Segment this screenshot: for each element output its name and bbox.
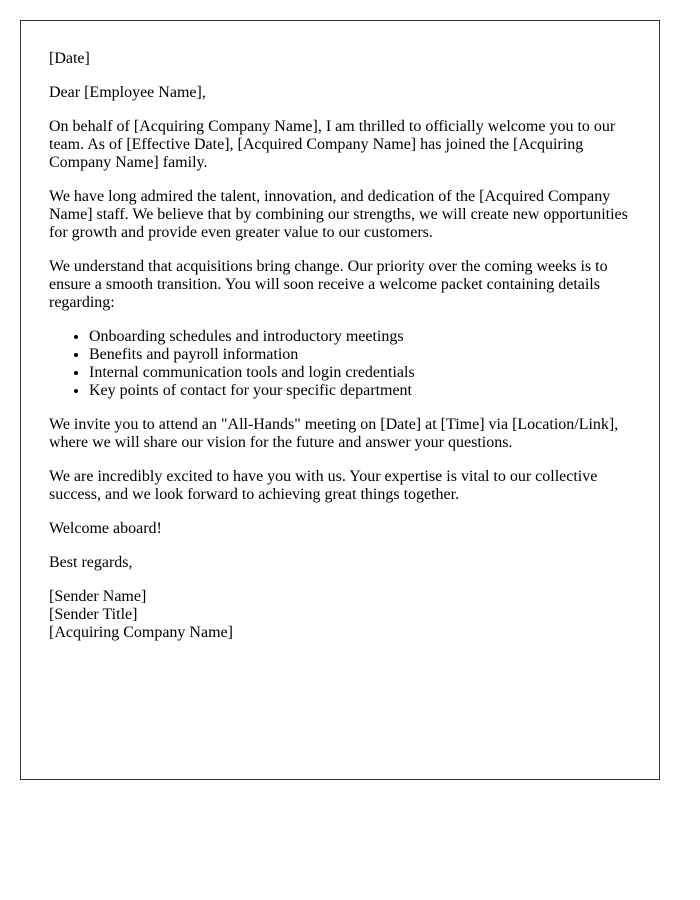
paragraph-welcome: On behalf of [Acquiring Company Name], I am thrilled to officially welcome you to our team. As of [Effective Date], [Acquired Company Name] has joined the [Acquiring Company Name] family. — [49, 118, 616, 171]
paragraph-admiration: We have long admired the talent, innovation, and dedication of the [Acquired Company Name] staff. We believe that by combining our strengths, we will create new opportunities for growth and provide even greater value to our customers. — [49, 188, 628, 241]
signature-block — [49, 588, 631, 642]
letter-date: [Date] — [49, 50, 90, 67]
paragraph-excitement: We are incredibly excited to have you with us. Your expertise is vital to our collective success, and we look forward to achieving great things together. — [49, 468, 598, 503]
paragraph-transition: We understand that acquisitions bring change. Our priority over the coming weeks is to ensure a smooth transition. You will soon receive a welcome packet containing details regarding: — [49, 258, 608, 311]
paragraph-meeting: We invite you to attend an "All-Hands" meeting on [Date] at [Time] via [Location/Link], where we will share our vision for the future and answer your questions. — [49, 416, 619, 451]
list-item: • Internal communication tools and login credentials — [89, 364, 631, 382]
sender-company: [Acquiring Company Name] — [49, 624, 233, 641]
list-item: • Onboarding schedules and introductory meetings — [89, 328, 631, 346]
details-list — [49, 328, 631, 400]
salutation: Dear [Employee Name], — [49, 84, 206, 101]
sender-title: [Sender Title] — [49, 606, 138, 623]
list-item: • Benefits and payroll information — [89, 346, 631, 364]
sender-name: [Sender Name] — [49, 588, 147, 605]
letter-body — [21, 21, 659, 642]
closing: Best regards, — [49, 554, 133, 571]
letter-page — [20, 20, 660, 780]
welcome-line: Welcome aboard! — [49, 520, 162, 537]
list-item: • Key points of contact for your specific department — [89, 382, 631, 400]
